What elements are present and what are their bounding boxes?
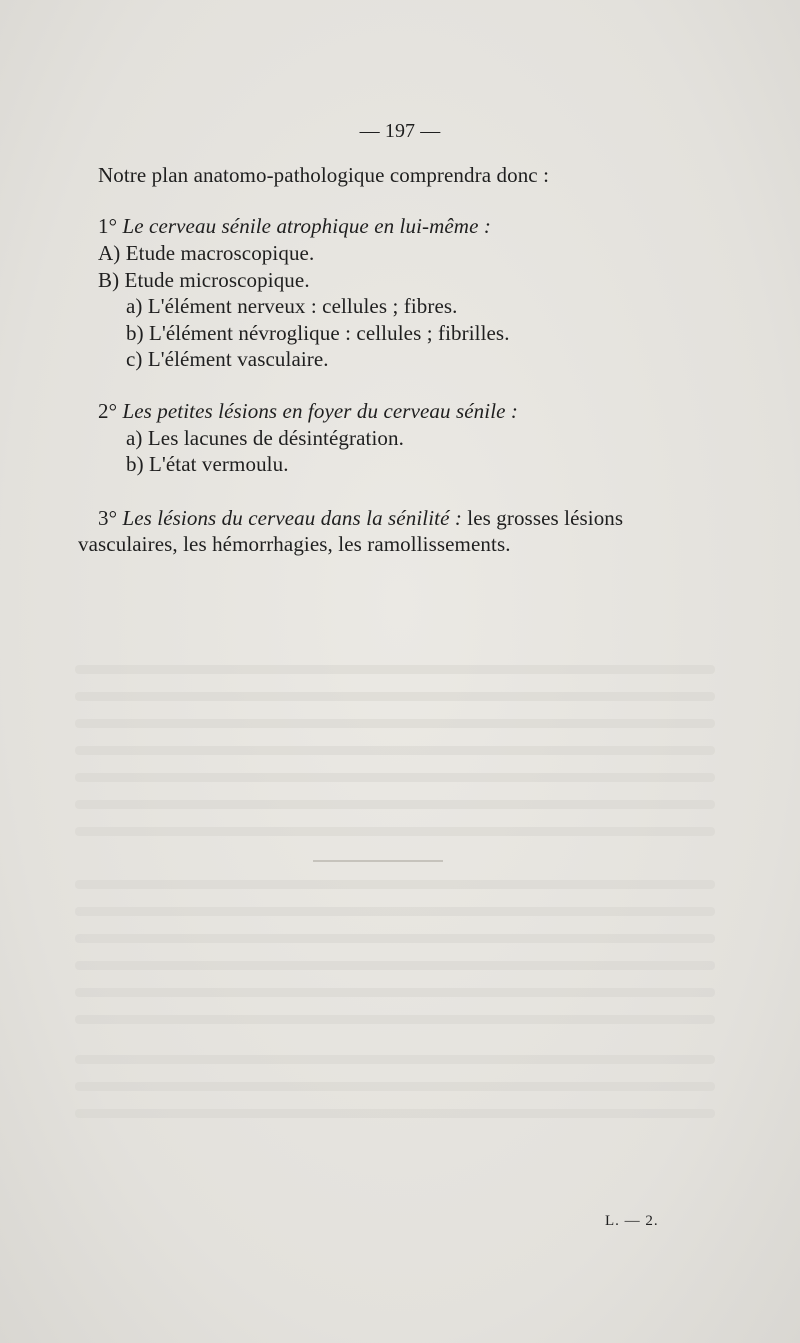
section-1-subitem-b: b) L'élément névroglique : cellules ; fibrilles.	[126, 321, 510, 345]
section-1-number: 1°	[98, 214, 118, 238]
show-through-texture	[75, 746, 715, 755]
show-through-texture	[75, 827, 715, 836]
show-through-texture	[75, 880, 715, 889]
show-through-texture	[75, 1015, 715, 1024]
show-through-texture	[75, 692, 715, 701]
section-1-item-b: B) Etude microscopique.	[98, 268, 310, 292]
show-through-texture	[75, 907, 715, 916]
show-through-texture	[75, 961, 715, 970]
show-through-texture	[75, 934, 715, 943]
signature-mark: L. — 2.	[605, 1213, 659, 1229]
section-2-title: Les petites lésions en foyer du cerveau sénile :	[122, 399, 518, 423]
show-through-texture	[75, 988, 715, 997]
section-2-number: 2°	[98, 399, 118, 423]
section-3-number: 3°	[98, 506, 118, 530]
show-through-texture	[75, 1082, 715, 1091]
show-through-rule	[313, 860, 443, 862]
show-through-texture	[75, 1055, 715, 1064]
section-1-item-a: A) Etude macroscopique.	[98, 241, 315, 265]
section-3-heading	[98, 505, 623, 531]
section-2-heading	[98, 398, 518, 424]
show-through-texture	[75, 719, 715, 728]
section-3-text: les grosses lésions	[461, 506, 624, 530]
section-1-subitem-c: c) L'élément vasculaire.	[126, 347, 329, 371]
show-through-texture	[75, 800, 715, 809]
section-2-item-a: a) Les lacunes de désintégration.	[126, 426, 404, 450]
intro-sentence: Notre plan anatomo-pathologique comprendra donc :	[98, 163, 550, 187]
show-through-texture	[75, 665, 715, 674]
section-3-continuation: vasculaires, les hémorrhagies, les ramollissements.	[78, 532, 511, 556]
section-1-title: Le cerveau sénile atrophique en lui-même :	[122, 214, 491, 238]
show-through-texture	[75, 1109, 715, 1118]
section-1-heading	[98, 213, 491, 239]
section-1-subitem-a: a) L'élément nerveux : cellules ; fibres.	[126, 294, 458, 318]
section-2-item-b: b) L'état vermoulu.	[126, 452, 289, 476]
page-number: — 197 —	[359, 120, 441, 142]
section-3-title: Les lésions du cerveau dans la sénilité :	[122, 506, 462, 530]
show-through-texture	[75, 773, 715, 782]
